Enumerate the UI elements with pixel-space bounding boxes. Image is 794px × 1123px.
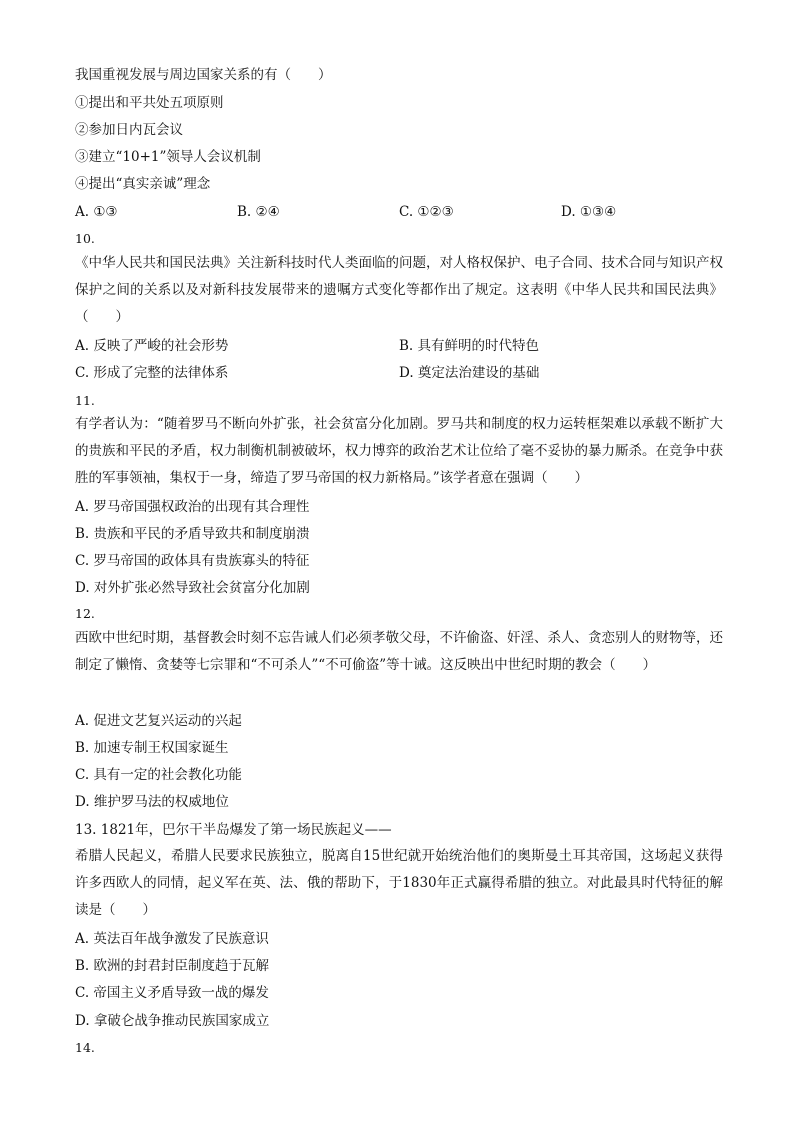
q9-item-4: ④提出“真实亲诚”理念 xyxy=(75,176,211,192)
q10-option-b: B. 具有鲜明的时代特色 xyxy=(399,338,540,354)
q13-option-d: D. 拿破仑战争推动民族国家成立 xyxy=(75,1013,270,1029)
q9-option-c: C. ①②③ xyxy=(399,204,454,220)
q12-option-c: C. 具有一定的社会教化功能 xyxy=(75,767,242,783)
q10-option-a: A. 反映了严峻的社会形势 xyxy=(75,338,229,354)
q12-stem: 西欧中世纪时期，基督教会时刻不忘告诫人们必须孝敬父母，不许偷盗、奸淫、杀人、贪恋别人的财物等，还制定了懒惰、贪婪等七宗罪和“不可杀人”“不可偷盗”等十诫。这反映出中世纪时期的教会（ ） xyxy=(75,630,723,673)
q9-stem: 我国重视发展与周边国家关系的有（ ） xyxy=(75,67,332,83)
q12-option-d: D. 维护罗马法的权威地位 xyxy=(75,794,229,810)
q13-number-line: 13. 1821年，巴尔干半岛爆发了第一场民族起义—— xyxy=(75,822,392,838)
q14-number: 14. xyxy=(75,1040,95,1055)
q11-option-d: D. 对外扩张必然导致社会贫富分化加剧 xyxy=(75,580,310,596)
q13-option-c: C. 帝国主义矛盾导致一战的爆发 xyxy=(75,985,269,1001)
q11-number: 11. xyxy=(75,393,95,408)
q12-option-b: B. 加速专制王权国家诞生 xyxy=(75,740,229,756)
q10-number: 10. xyxy=(75,231,95,246)
q12-option-a: A. 促进文艺复兴运动的兴起 xyxy=(75,713,242,729)
q11-option-c: C. 罗马帝国的政体具有贵族寡头的特征 xyxy=(75,553,310,569)
q9-item-1: ①提出和平共处五项原则 xyxy=(75,95,224,111)
q13-stem: 希腊人民起义，希腊人民要求民族独立，脱离自15世纪就开始统治他们的奥斯曼土耳其帝国，这场起义获得许多西欧人的同情，起义军在英、法、俄的帮助下，于1830年正式赢得希腊的独立。对此最具时代特征的解读是（ ） xyxy=(75,848,723,918)
q13-option-b: B. 欧洲的封君封臣制度趋于瓦解 xyxy=(75,958,270,974)
q9-option-a: A. ①③ xyxy=(75,204,118,220)
q13-option-a: A. 英法百年战争激发了民族意识 xyxy=(75,931,269,947)
q9-option-b: B. ②④ xyxy=(237,204,280,220)
q10-option-d: D. 奠定法治建设的基础 xyxy=(399,365,540,381)
q9-item-2: ②参加日内瓦会议 xyxy=(75,122,183,138)
q9-option-d: D. ①③④ xyxy=(561,204,617,220)
q12-number: 12. xyxy=(75,606,95,621)
q9-item-3: ③建立“10+1”领导人会议机制 xyxy=(75,149,261,165)
q11-option-a: A. 罗马帝国强权政治的出现有其合理性 xyxy=(75,499,310,515)
q10-option-c: C. 形成了完整的法律体系 xyxy=(75,365,229,381)
q10-stem: 《中华人民共和国民法典》关注新科技时代人类面临的问题，对人格权保护、电子合同、技术合同与知识产权保护之间的关系以及对新科技发展带来的遗嘱方式变化等都作出了规定。这表明《中华人民共和国民法典》（ ） xyxy=(75,255,723,325)
q11-option-b: B. 贵族和平民的矛盾导致共和制度崩溃 xyxy=(75,526,310,542)
q11-stem: 有学者认为：“随着罗马不断向外扩张，社会贫富分化加剧。罗马共和制度的权力运转框架难以承载不断扩大的贵族和平民的矛盾，权力制衡机制被破坏，权力博弈的政治艺术让位给了毫不妥协的暴力厮杀。在竞争中获胜的军事领袖，集权于一身，缔造了罗马帝国的权力新格局。”该学者意在强调（ ） xyxy=(75,416,723,486)
